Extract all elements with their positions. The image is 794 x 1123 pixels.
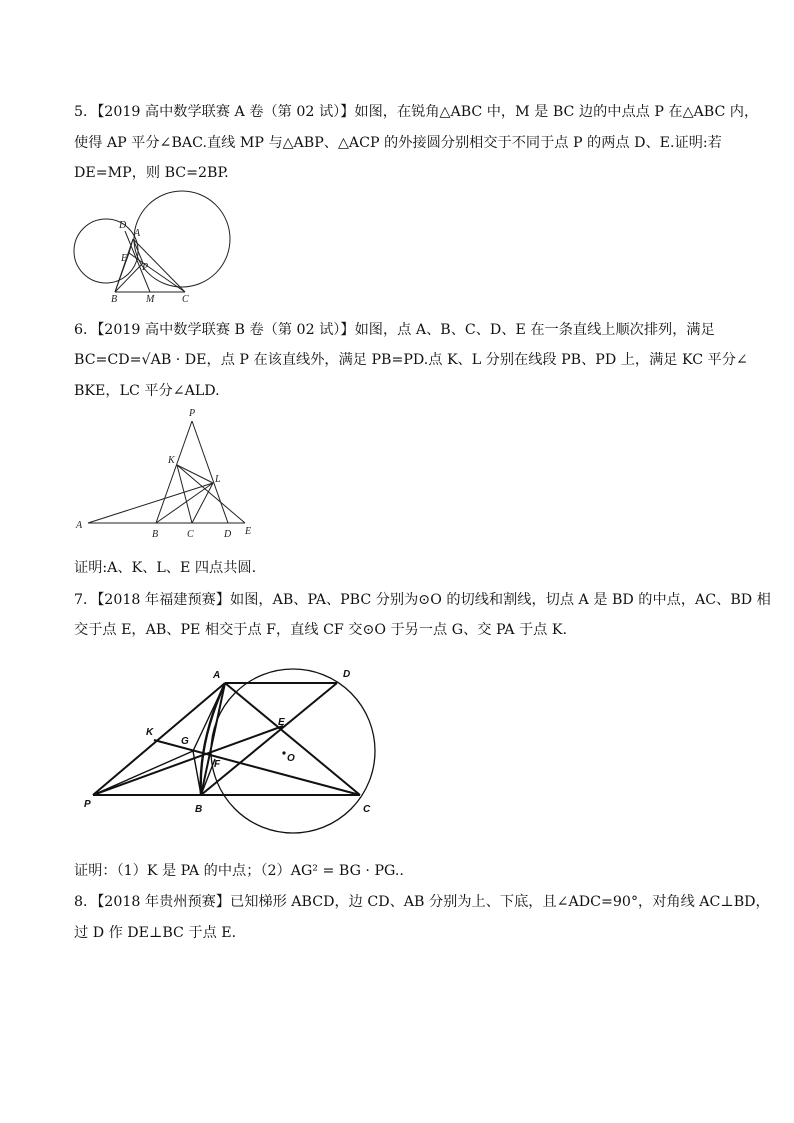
fig5-label-E: E bbox=[121, 253, 128, 264]
problem-5-line-2: 使得 AP 平分∠BAC.直线 MP 与△ABP、△ACP 的外接圆分别相交于不同于点 P 的两点 D、E.证明:若 bbox=[74, 135, 722, 151]
fig6-label-P: P bbox=[189, 408, 196, 419]
fig6-label-C: C bbox=[187, 529, 194, 540]
problem-6-line-3: BKE，LC 平分∠ALD. bbox=[74, 383, 220, 399]
problem-7-line-1: 7．【2018 年福建预赛】如图，AB、PA、PBC 分别为⊙O 的切线和割线，切点 A 是 BD 的中点，AC、BD 相 bbox=[74, 592, 771, 608]
fig6-label-B: B bbox=[152, 529, 159, 540]
problem-7-line-2: 交于点 E，AB、PE 相交于点 F，直线 CF 交⊙O 于另一点 G、交 PA 于点 K. bbox=[74, 622, 567, 638]
fig7-label-E: E bbox=[278, 717, 285, 728]
fig5-label-B: B bbox=[111, 294, 118, 305]
problem-6-line-2: BC=CD=√AB · DE，点 P 在该直线外，满足 PB=PD.点 K、L 分别在线段 PB、PD 上，满足 KC 平分∠ bbox=[74, 352, 748, 368]
fig7-label-P: P bbox=[84, 799, 91, 810]
fig5-label-M: M bbox=[146, 294, 155, 305]
figure-7 bbox=[80, 655, 385, 845]
fig7-label-F: F bbox=[214, 759, 221, 770]
fig7-label-A: A bbox=[213, 670, 221, 681]
figure-5 bbox=[70, 190, 245, 310]
problem-6-conclusion: 证明:A、K、L、E 四点共圆. bbox=[74, 560, 257, 576]
fig5-label-P: P bbox=[142, 262, 149, 273]
figure-6 bbox=[70, 410, 270, 545]
fig5-label-A: A bbox=[134, 228, 141, 239]
fig6-label-D: D bbox=[224, 529, 232, 540]
fig6-label-K: K bbox=[168, 455, 175, 466]
fig7-label-B: B bbox=[195, 804, 203, 815]
fig7-label-C: C bbox=[363, 804, 371, 815]
fig5-label-D: D bbox=[119, 220, 127, 231]
problem-5-line-1: 5．【2019 高中数学联赛 A 卷（第 02 试）】如图，在锐角△ABC 中，M 是 BC 边的中点点 P 在△ABC 内， bbox=[74, 104, 759, 120]
fig6-label-A: A bbox=[76, 520, 83, 531]
problem-7-conclusion: 证明：（1）K 是 PA 的中点；（2）AG² = BG · PG.. bbox=[74, 863, 404, 879]
problem-6-line-1: 6．【2019 高中数学联赛 B 卷（第 02 试）】如图，点 A、B、C、D、E 在一条直线上顺次排列，满足 bbox=[74, 322, 715, 338]
problem-8-line-2: 过 D 作 DE⊥BC 于点 E． bbox=[74, 925, 246, 941]
problem-5-line-3: DE=MP，则 BC=2BP. bbox=[74, 165, 229, 181]
fig6-label-E: E bbox=[245, 526, 252, 537]
fig7-label-D: D bbox=[343, 669, 351, 680]
fig7-label-K: K bbox=[146, 727, 154, 738]
fig5-label-C: C bbox=[182, 294, 189, 305]
fig7-label-G: G bbox=[181, 736, 189, 747]
problem-8-line-1: 8．【2018 年贵州预赛】已知梯形 ABCD，边 CD、AB 分别为上、下底，且∠ADC=90°，对角线 AC⊥BD， bbox=[74, 894, 770, 910]
fig6-label-L: L bbox=[215, 474, 221, 485]
fig7-label-O: O bbox=[287, 753, 295, 764]
